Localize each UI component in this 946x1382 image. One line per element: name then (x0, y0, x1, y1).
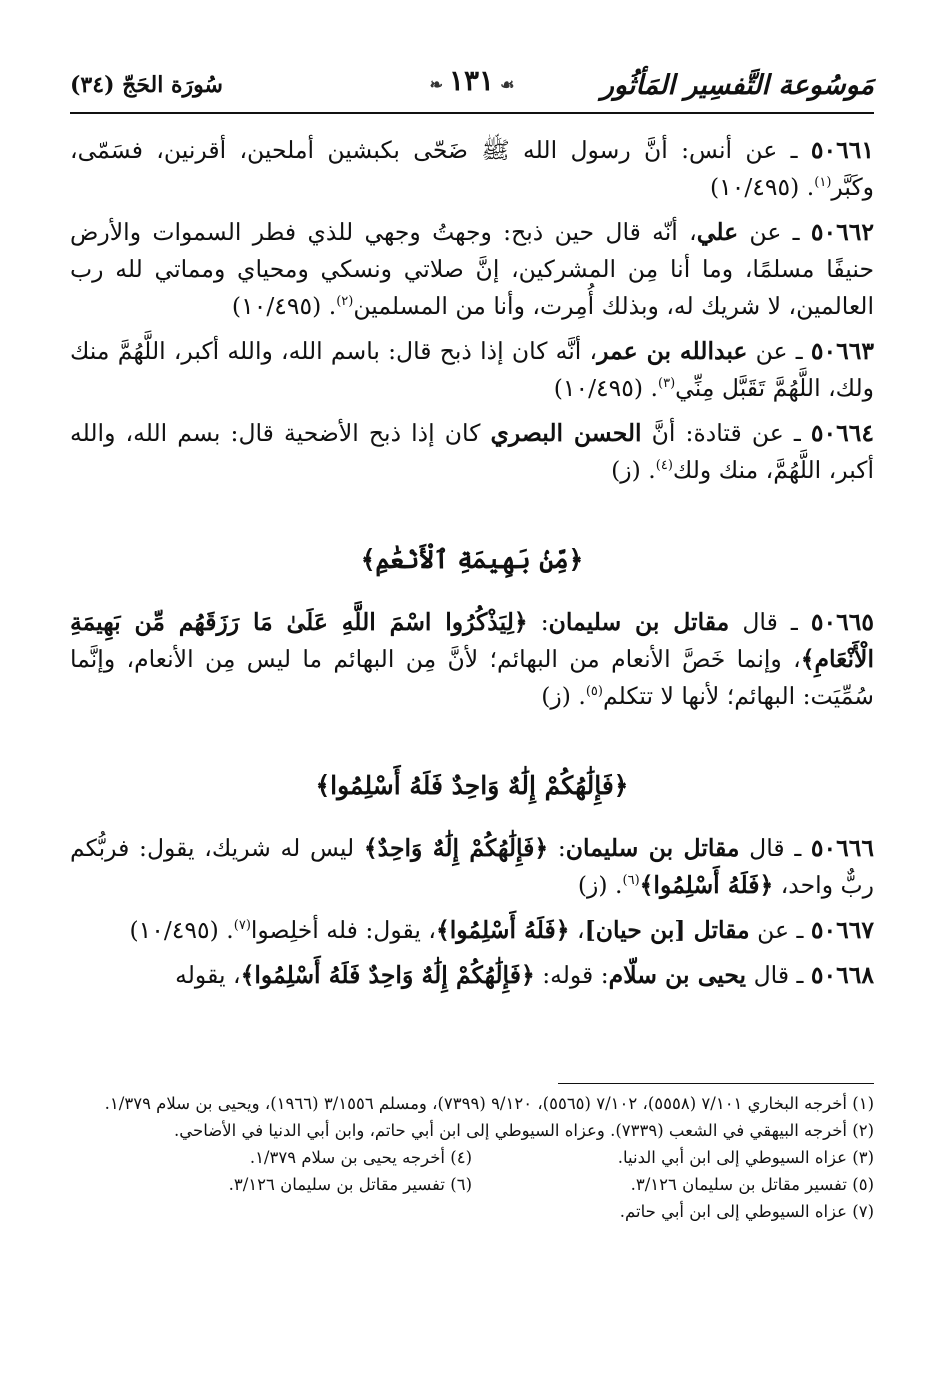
entry-text: كان إذا ذبح الأضحية قال: بسم الله، والله أكبر، اللَّهُمَّ، منك ولك (70, 419, 874, 484)
footnote: (٣) عزاه السيوطي إلى ابن أبي الدنيا. (617, 1148, 874, 1167)
footnote-divider (558, 1083, 874, 1084)
footnote: (٤) أخرجه يحيى بن سلام ١/٣٧٩. (249, 1148, 472, 1167)
footnote: (٧) عزاه السيوطي إلى ابن أبي حاتم. (619, 1202, 874, 1221)
entry-text: ـ قال (746, 961, 811, 989)
narrator-name: مقاتل بن سليمان (565, 834, 740, 862)
narration-entry (70, 333, 874, 407)
ornament-icon: ❧ (429, 75, 443, 94)
footnote-row (70, 1144, 874, 1171)
verse-heading: ﴿فَإِلَٰهُكُمْ إِلَٰهٌ وَاحِدٌ فَلَهُ أَسْلِمُوا﴾ (315, 771, 629, 800)
entry-source: . (ز) (611, 456, 656, 484)
narrator-name: الحسن البصري (490, 419, 642, 447)
narration-entry (70, 132, 874, 206)
entry-text: ، وإنما خَصَّ الأنعام من البهائم؛ لأنَّ مِن البهائم ما ليس مِن الأنعام، وإنَّما سُمِّيَت: البهائم؛ لأنها لا تتكلم (70, 645, 874, 710)
entry-text: ـ عن قتادة: أنَّ (641, 419, 811, 447)
narration-entry (70, 957, 874, 994)
entry-number: ٥٠٦٦٢ (810, 218, 874, 246)
narrator-name: علي (696, 218, 739, 246)
quran-quote: ﴿لِيَذْكُرُوا اسْمَ اللَّهِ عَلَىٰ مَا رَزَقَهُم مِّن بَهِيمَةِ الْأَنْعَامِ﴾ (70, 608, 874, 673)
footnote-row (70, 1171, 874, 1198)
entry-number: ٥٠٦٦٨ (810, 961, 874, 989)
footnote-ref: (٧) (233, 918, 251, 934)
entry-text: ـ قال (739, 834, 811, 862)
narration-entry (70, 214, 874, 325)
entry-source: . (ز) (541, 682, 586, 710)
entry-number: ٥٠٦٦٤ (810, 419, 874, 447)
entry-number: ٥٠٦٦٧ (810, 916, 874, 944)
entry-number: ٥٠٦٦٥ (810, 608, 874, 636)
footnote: (٢) أخرجه البيهقي في الشعب (٧٣٣٩). وعزاه السيوطي إلى ابن أبي حاتم، وابن أبي الدنيا في الأضاحي. (174, 1121, 874, 1140)
footnotes (70, 1090, 874, 1225)
narration-entry (70, 830, 874, 904)
footnote-ref: (٥) (585, 684, 603, 700)
quran-quote: ﴿فَإِلَٰهُكُمْ إِلَٰهٌ وَاحِدٌ فَلَهُ أَسْلِمُوا﴾ (240, 961, 535, 989)
narrator-name: مقاتل [بن حيان] (584, 916, 750, 944)
page-number: ١٣١ (448, 64, 495, 97)
quran-quote: ﴿فَإِلَٰهُكُمْ إِلَٰهٌ وَاحِدٌ﴾ (363, 834, 549, 862)
entry-number: ٥٠٦٦٣ (810, 337, 874, 365)
page-header (70, 60, 874, 110)
main-text (70, 132, 874, 1002)
surah-title: سُورَة الحَجّ (٣٤) (70, 72, 223, 98)
entry-source: . (١٠/٤٩٥) (553, 374, 659, 402)
entry-source: . (١٠/٤٩٥) (129, 916, 234, 944)
entry-text: : (527, 608, 549, 636)
verse-heading: ﴿مِّنۢ بَهِيمَةِ ٱلْأَنْعَٰمِ﴾ (360, 545, 584, 574)
narrator-name: يحيى بن سلّام (608, 961, 747, 989)
header-rule (70, 112, 874, 114)
entry-text: : (548, 834, 566, 862)
narration-entry (70, 415, 874, 489)
footnote-ref: (٣) (658, 376, 676, 392)
entry-source: . (١٠/٤٩٥) (231, 292, 337, 320)
entry-text: ، يقول: فله أخلِصوا (250, 916, 436, 944)
footnote-ref: (١) (814, 175, 832, 191)
page-number-block (424, 64, 521, 97)
entry-text: ، (569, 916, 585, 944)
entry-text: : قوله: (534, 961, 609, 989)
footnote: (١) أخرجه البخاري ٧/١٠١ (٥٥٥٨)، ٧/١٠٢ (٥٥٦٥)، ٩/١٢٠ (٧٣٩٩)، ومسلم ٣/١٥٥٦ (١٩٦٦)، ويحيى بن سلام ١/٣٧٩. (104, 1094, 874, 1113)
entry-text: ـ عن (747, 337, 811, 365)
quran-quote: ﴿فَلَهُ أَسْلِمُوا﴾ (639, 871, 774, 899)
entry-text: ليس له شريك، يقول: فربُّكم ربٌّ واحد، (70, 834, 874, 899)
entry-text: ـ قال (729, 608, 811, 636)
narrator-name: عبدالله بن عمر (597, 337, 748, 365)
footnote-ref: (٤) (655, 458, 673, 474)
entry-number: ٥٠٦٦١ (810, 136, 874, 164)
book-title: مَوسُوعة التَّفسِير المَأثُور (600, 69, 874, 101)
footnote: (٥) تفسير مقاتل بن سليمان ٣/١٢٦. (630, 1175, 874, 1194)
entry-number: ٥٠٦٦٦ (810, 834, 875, 862)
entry-text: ، أنّه قال حين ذبح: وجهتُ وجهي للذي فطر السموات والأرض حنيفًا مسلمًا، وما أنا مِن المشركين، إنَّ صلاتي ونسكي ومحياي ومماتي لله رب العالمين، لا شريك له، وبذلك أُمِرت، وأنا من المسلمين (70, 218, 874, 320)
entry-text: ـ عن (738, 218, 811, 246)
narrator-name: مقاتل بن سليمان (548, 608, 730, 636)
narration-entry (70, 912, 874, 949)
entry-text: ـ عن (749, 916, 811, 944)
footnote-ref: (٢) (336, 294, 354, 310)
ornament-icon: ☙ (500, 75, 515, 94)
footnote-ref: (٦) (622, 873, 640, 889)
footnote: (٦) تفسير مقاتل بن سليمان ٣/١٢٦. (228, 1175, 472, 1194)
narration-entry (70, 604, 874, 715)
entry-source: . (ز) (577, 871, 623, 899)
quran-quote: ﴿فَلَهُ أَسْلِمُوا﴾ (435, 916, 570, 944)
entry-source: . (١٠/٤٩٥) (709, 173, 815, 201)
entry-text: ـ عن أنس: أنَّ رسول الله ﷺ ضَحّى بكبشين أملحين، أقرنين، فسَمّى، وكَبَّر (70, 136, 874, 201)
entry-text: ، أنَّه كان إذا ذبح قال: باسم الله، والله أكبر، اللَّهُمَّ منك ولك، اللَّهُمَّ تَقَبَّل مِنِّي (70, 337, 874, 402)
entry-text: ، يقوله (175, 961, 241, 989)
